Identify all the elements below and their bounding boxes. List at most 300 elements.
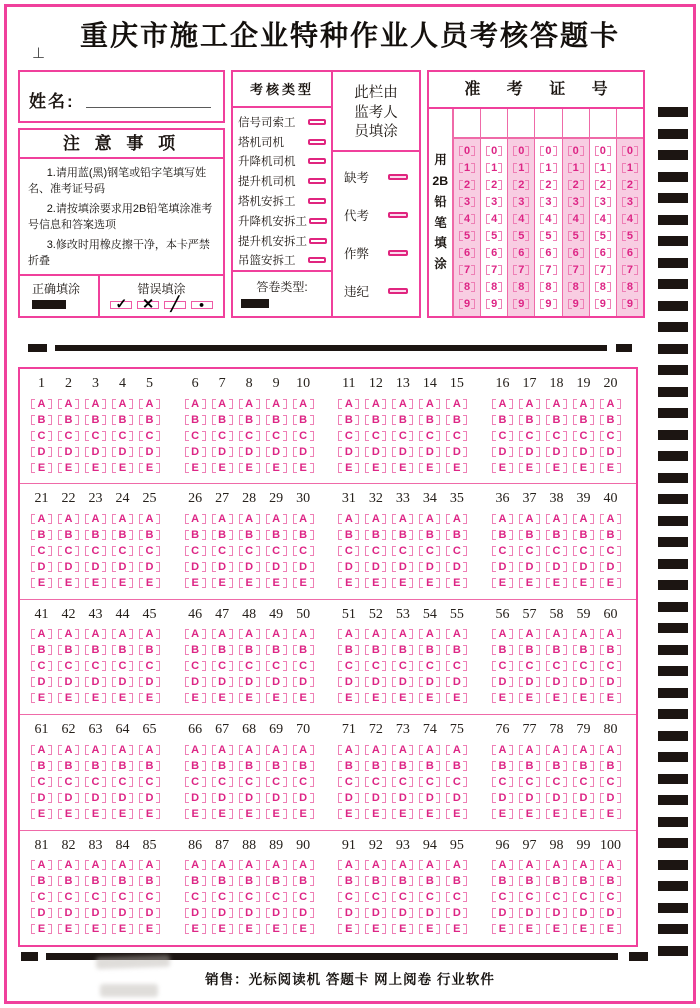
option-bubble-C[interactable]: C	[58, 660, 79, 672]
option-bubble-D[interactable]: D	[365, 676, 386, 688]
option-bubble-B[interactable]: B	[185, 529, 206, 541]
option-bubble-B[interactable]: B	[139, 760, 160, 772]
option-bubble-C[interactable]: C	[58, 545, 79, 557]
option-bubble-D[interactable]: D	[293, 907, 314, 919]
option-bubble-A[interactable]: A	[185, 398, 206, 410]
option-bubble-C[interactable]: C	[392, 545, 413, 557]
option-bubble-E[interactable]: E	[293, 577, 314, 589]
option-bubble-B[interactable]: B	[185, 644, 206, 656]
option-bubble-A[interactable]: A	[600, 628, 621, 640]
option-bubble-A[interactable]: A	[239, 513, 260, 525]
option-bubble-D[interactable]: D	[239, 792, 260, 804]
option-bubble-D[interactable]: D	[239, 676, 260, 688]
option-bubble-B[interactable]: B	[419, 529, 440, 541]
option-bubble-B[interactable]: B	[365, 644, 386, 656]
option-bubble-E[interactable]: E	[293, 923, 314, 935]
option-bubble-E[interactable]: E	[139, 577, 160, 589]
option-bubble-D[interactable]: D	[239, 561, 260, 573]
option-bubble-E[interactable]: E	[266, 692, 287, 704]
option-bubble-D[interactable]: D	[139, 446, 160, 458]
option-bubble-E[interactable]: E	[519, 923, 540, 935]
option-bubble-B[interactable]: B	[239, 644, 260, 656]
digit-bubble-3[interactable]: 3	[486, 196, 502, 208]
option-bubble-B[interactable]: B	[419, 760, 440, 772]
option-bubble-C[interactable]: C	[266, 430, 287, 442]
option-bubble-E[interactable]: E	[573, 462, 594, 474]
option-bubble-B[interactable]: B	[392, 875, 413, 887]
option-bubble-E[interactable]: E	[392, 577, 413, 589]
digit-bubble-7[interactable]: 7	[513, 264, 529, 276]
option-bubble-B[interactable]: B	[338, 529, 359, 541]
option-bubble-A[interactable]: A	[239, 744, 260, 756]
option-bubble-E[interactable]: E	[365, 923, 386, 935]
option-bubble-B[interactable]: B	[266, 644, 287, 656]
option-bubble-C[interactable]: C	[546, 660, 567, 672]
option-bubble-E[interactable]: E	[112, 462, 133, 474]
option-bubble-D[interactable]: D	[392, 446, 413, 458]
option-bubble-E[interactable]: E	[85, 923, 106, 935]
option-bubble-C[interactable]: C	[212, 891, 233, 903]
option-bubble-C[interactable]: C	[85, 430, 106, 442]
digit-bubble-5[interactable]: 5	[568, 230, 584, 242]
option-bubble-E[interactable]: E	[139, 808, 160, 820]
option-bubble-E[interactable]: E	[446, 692, 467, 704]
digit-bubble-8[interactable]: 8	[622, 281, 638, 293]
option-bubble-E[interactable]: E	[185, 808, 206, 820]
option-bubble-D[interactable]: D	[573, 676, 594, 688]
option-bubble-D[interactable]: D	[293, 561, 314, 573]
option-bubble-E[interactable]: E	[85, 462, 106, 474]
option-bubble-C[interactable]: C	[239, 891, 260, 903]
option-bubble-B[interactable]: B	[31, 875, 52, 887]
option-bubble-E[interactable]: E	[600, 577, 621, 589]
option-bubble-B[interactable]: B	[446, 644, 467, 656]
option-bubble-E[interactable]: E	[112, 577, 133, 589]
option-bubble-E[interactable]: E	[293, 808, 314, 820]
option-bubble-B[interactable]: B	[365, 760, 386, 772]
ticket-writein-cell[interactable]	[508, 109, 534, 139]
option-bubble-B[interactable]: B	[239, 414, 260, 426]
digit-bubble-0[interactable]: 0	[486, 145, 502, 157]
option-bubble-D[interactable]: D	[266, 907, 287, 919]
option-bubble-A[interactable]: A	[293, 628, 314, 640]
option-bubble-D[interactable]: D	[446, 907, 467, 919]
option-bubble-A[interactable]: A	[112, 744, 133, 756]
option-bubble-D[interactable]: D	[212, 446, 233, 458]
option-bubble-C[interactable]: C	[139, 776, 160, 788]
option-bubble-C[interactable]: C	[600, 545, 621, 557]
option-bubble-D[interactable]: D	[31, 676, 52, 688]
option-bubble-C[interactable]: C	[446, 545, 467, 557]
option-bubble-A[interactable]: A	[293, 398, 314, 410]
option-bubble-C[interactable]: C	[338, 660, 359, 672]
exam-type-bubble[interactable]	[308, 119, 326, 125]
option-bubble-B[interactable]: B	[212, 644, 233, 656]
option-bubble-A[interactable]: A	[546, 513, 567, 525]
option-bubble-E[interactable]: E	[600, 692, 621, 704]
option-bubble-D[interactable]: D	[573, 792, 594, 804]
option-bubble-A[interactable]: A	[419, 744, 440, 756]
ticket-writein-cell[interactable]	[590, 109, 616, 139]
option-bubble-E[interactable]: E	[573, 923, 594, 935]
option-bubble-C[interactable]: C	[212, 430, 233, 442]
option-bubble-E[interactable]: E	[392, 808, 413, 820]
option-bubble-E[interactable]: E	[419, 923, 440, 935]
option-bubble-A[interactable]: A	[185, 744, 206, 756]
option-bubble-C[interactable]: C	[293, 430, 314, 442]
option-bubble-E[interactable]: E	[31, 808, 52, 820]
digit-bubble-5[interactable]: 5	[595, 230, 611, 242]
digit-bubble-0[interactable]: 0	[622, 145, 638, 157]
ticket-writein-cell[interactable]	[563, 109, 589, 139]
option-bubble-A[interactable]: A	[139, 513, 160, 525]
option-bubble-E[interactable]: E	[573, 692, 594, 704]
option-bubble-D[interactable]: D	[446, 561, 467, 573]
option-bubble-E[interactable]: E	[139, 923, 160, 935]
option-bubble-C[interactable]: C	[600, 660, 621, 672]
option-bubble-B[interactable]: B	[139, 644, 160, 656]
option-bubble-D[interactable]: D	[392, 561, 413, 573]
option-bubble-A[interactable]: A	[392, 744, 413, 756]
option-bubble-C[interactable]: C	[446, 430, 467, 442]
option-bubble-C[interactable]: C	[139, 660, 160, 672]
digit-bubble-0[interactable]: 0	[459, 145, 475, 157]
option-bubble-C[interactable]: C	[85, 545, 106, 557]
option-bubble-E[interactable]: E	[338, 577, 359, 589]
option-bubble-E[interactable]: E	[239, 808, 260, 820]
digit-bubble-4[interactable]: 4	[513, 213, 529, 225]
option-bubble-D[interactable]: D	[573, 561, 594, 573]
option-bubble-C[interactable]: C	[112, 545, 133, 557]
digit-bubble-7[interactable]: 7	[459, 264, 475, 276]
option-bubble-A[interactable]: A	[392, 859, 413, 871]
option-bubble-A[interactable]: A	[519, 859, 540, 871]
option-bubble-E[interactable]: E	[212, 808, 233, 820]
option-bubble-A[interactable]: A	[492, 513, 513, 525]
option-bubble-B[interactable]: B	[139, 529, 160, 541]
option-bubble-A[interactable]: A	[338, 628, 359, 640]
option-bubble-D[interactable]: D	[365, 446, 386, 458]
option-bubble-D[interactable]: D	[58, 446, 79, 458]
option-bubble-C[interactable]: C	[365, 776, 386, 788]
option-bubble-B[interactable]: B	[446, 760, 467, 772]
option-bubble-D[interactable]: D	[239, 446, 260, 458]
option-bubble-B[interactable]: B	[212, 414, 233, 426]
option-bubble-B[interactable]: B	[293, 529, 314, 541]
option-bubble-A[interactable]: A	[365, 744, 386, 756]
option-bubble-A[interactable]: A	[492, 859, 513, 871]
option-bubble-C[interactable]: C	[112, 776, 133, 788]
digit-bubble-7[interactable]: 7	[486, 264, 502, 276]
option-bubble-A[interactable]: A	[31, 744, 52, 756]
option-bubble-A[interactable]: A	[212, 744, 233, 756]
option-bubble-E[interactable]: E	[546, 462, 567, 474]
option-bubble-D[interactable]: D	[419, 676, 440, 688]
option-bubble-B[interactable]: B	[239, 875, 260, 887]
option-bubble-E[interactable]: E	[266, 808, 287, 820]
option-bubble-E[interactable]: E	[546, 808, 567, 820]
option-bubble-A[interactable]: A	[239, 859, 260, 871]
digit-bubble-0[interactable]: 0	[540, 145, 556, 157]
option-bubble-D[interactable]: D	[31, 792, 52, 804]
option-bubble-E[interactable]: E	[419, 692, 440, 704]
option-bubble-C[interactable]: C	[519, 545, 540, 557]
option-bubble-D[interactable]: D	[600, 446, 621, 458]
option-bubble-C[interactable]: C	[185, 545, 206, 557]
option-bubble-A[interactable]: A	[85, 513, 106, 525]
option-bubble-D[interactable]: D	[58, 907, 79, 919]
option-bubble-A[interactable]: A	[519, 744, 540, 756]
option-bubble-A[interactable]: A	[338, 513, 359, 525]
option-bubble-E[interactable]: E	[112, 923, 133, 935]
option-bubble-A[interactable]: A	[266, 398, 287, 410]
option-bubble-D[interactable]: D	[31, 907, 52, 919]
digit-bubble-9[interactable]: 9	[486, 298, 502, 310]
option-bubble-C[interactable]: C	[112, 891, 133, 903]
option-bubble-E[interactable]: E	[419, 577, 440, 589]
option-bubble-D[interactable]: D	[239, 907, 260, 919]
option-bubble-A[interactable]: A	[365, 513, 386, 525]
digit-bubble-8[interactable]: 8	[486, 281, 502, 293]
option-bubble-D[interactable]: D	[573, 446, 594, 458]
option-bubble-E[interactable]: E	[519, 692, 540, 704]
option-bubble-B[interactable]: B	[31, 644, 52, 656]
option-bubble-C[interactable]: C	[446, 660, 467, 672]
option-bubble-C[interactable]: C	[446, 891, 467, 903]
option-bubble-B[interactable]: B	[85, 760, 106, 772]
option-bubble-C[interactable]: C	[492, 891, 513, 903]
option-bubble-C[interactable]: C	[573, 776, 594, 788]
digit-bubble-3[interactable]: 3	[568, 196, 584, 208]
option-bubble-E[interactable]: E	[112, 692, 133, 704]
option-bubble-C[interactable]: C	[185, 430, 206, 442]
exam-type-bubble[interactable]	[308, 158, 326, 164]
name-input-line[interactable]	[86, 107, 211, 108]
option-bubble-C[interactable]: C	[185, 660, 206, 672]
option-bubble-A[interactable]: A	[266, 744, 287, 756]
option-bubble-B[interactable]: B	[212, 529, 233, 541]
option-bubble-B[interactable]: B	[365, 414, 386, 426]
option-bubble-A[interactable]: A	[31, 628, 52, 640]
option-bubble-C[interactable]: C	[266, 776, 287, 788]
option-bubble-C[interactable]: C	[392, 430, 413, 442]
option-bubble-A[interactable]: A	[392, 513, 413, 525]
option-bubble-E[interactable]: E	[31, 577, 52, 589]
option-bubble-B[interactable]: B	[212, 875, 233, 887]
option-bubble-D[interactable]: D	[600, 561, 621, 573]
option-bubble-B[interactable]: B	[112, 644, 133, 656]
digit-bubble-5[interactable]: 5	[513, 230, 529, 242]
option-bubble-D[interactable]: D	[365, 561, 386, 573]
option-bubble-E[interactable]: E	[58, 692, 79, 704]
option-bubble-A[interactable]: A	[58, 744, 79, 756]
digit-bubble-5[interactable]: 5	[459, 230, 475, 242]
option-bubble-C[interactable]: C	[31, 545, 52, 557]
option-bubble-B[interactable]: B	[392, 414, 413, 426]
option-bubble-D[interactable]: D	[85, 676, 106, 688]
option-bubble-C[interactable]: C	[139, 891, 160, 903]
option-bubble-B[interactable]: B	[112, 760, 133, 772]
digit-bubble-4[interactable]: 4	[540, 213, 556, 225]
option-bubble-D[interactable]: D	[419, 561, 440, 573]
option-bubble-A[interactable]: A	[600, 859, 621, 871]
option-bubble-C[interactable]: C	[546, 776, 567, 788]
option-bubble-E[interactable]: E	[338, 462, 359, 474]
option-bubble-A[interactable]: A	[85, 859, 106, 871]
ticket-writein-cell[interactable]	[617, 109, 643, 139]
digit-bubble-7[interactable]: 7	[595, 264, 611, 276]
option-bubble-C[interactable]: C	[392, 660, 413, 672]
option-bubble-D[interactable]: D	[293, 446, 314, 458]
option-bubble-B[interactable]: B	[112, 875, 133, 887]
option-bubble-E[interactable]: E	[266, 462, 287, 474]
option-bubble-D[interactable]: D	[58, 561, 79, 573]
option-bubble-B[interactable]: B	[139, 414, 160, 426]
option-bubble-A[interactable]: A	[85, 398, 106, 410]
option-bubble-B[interactable]: B	[266, 529, 287, 541]
digit-bubble-6[interactable]: 6	[513, 247, 529, 259]
option-bubble-C[interactable]: C	[365, 545, 386, 557]
option-bubble-B[interactable]: B	[112, 414, 133, 426]
digit-bubble-9[interactable]: 9	[622, 298, 638, 310]
exam-type-bubble[interactable]	[308, 257, 326, 263]
option-bubble-A[interactable]: A	[446, 513, 467, 525]
digit-bubble-3[interactable]: 3	[622, 196, 638, 208]
option-bubble-B[interactable]: B	[573, 414, 594, 426]
option-bubble-B[interactable]: B	[266, 760, 287, 772]
option-bubble-C[interactable]: C	[392, 891, 413, 903]
option-bubble-D[interactable]: D	[185, 676, 206, 688]
option-bubble-D[interactable]: D	[85, 907, 106, 919]
digit-bubble-8[interactable]: 8	[568, 281, 584, 293]
option-bubble-A[interactable]: A	[212, 859, 233, 871]
option-bubble-B[interactable]: B	[573, 644, 594, 656]
option-bubble-D[interactable]: D	[338, 907, 359, 919]
option-bubble-E[interactable]: E	[392, 692, 413, 704]
option-bubble-E[interactable]: E	[573, 808, 594, 820]
option-bubble-E[interactable]: E	[185, 692, 206, 704]
option-bubble-A[interactable]: A	[419, 513, 440, 525]
invigilator-bubble[interactable]	[388, 174, 408, 180]
option-bubble-B[interactable]: B	[239, 760, 260, 772]
option-bubble-C[interactable]: C	[239, 660, 260, 672]
option-bubble-E[interactable]: E	[31, 692, 52, 704]
option-bubble-D[interactable]: D	[600, 676, 621, 688]
option-bubble-B[interactable]: B	[139, 875, 160, 887]
option-bubble-C[interactable]: C	[546, 430, 567, 442]
option-bubble-E[interactable]: E	[546, 923, 567, 935]
exam-type-bubble[interactable]	[309, 238, 327, 244]
option-bubble-D[interactable]: D	[85, 446, 106, 458]
option-bubble-C[interactable]: C	[573, 660, 594, 672]
option-bubble-C[interactable]: C	[600, 891, 621, 903]
option-bubble-C[interactable]: C	[293, 660, 314, 672]
digit-bubble-6[interactable]: 6	[595, 247, 611, 259]
digit-bubble-8[interactable]: 8	[540, 281, 556, 293]
option-bubble-C[interactable]: C	[266, 891, 287, 903]
digit-bubble-1[interactable]: 1	[622, 162, 638, 174]
option-bubble-E[interactable]: E	[600, 808, 621, 820]
digit-bubble-6[interactable]: 6	[459, 247, 475, 259]
digit-bubble-2[interactable]: 2	[486, 179, 502, 191]
option-bubble-E[interactable]: E	[212, 923, 233, 935]
option-bubble-C[interactable]: C	[573, 891, 594, 903]
option-bubble-C[interactable]: C	[546, 545, 567, 557]
option-bubble-D[interactable]: D	[112, 561, 133, 573]
option-bubble-B[interactable]: B	[519, 529, 540, 541]
digit-bubble-8[interactable]: 8	[595, 281, 611, 293]
option-bubble-D[interactable]: D	[546, 446, 567, 458]
option-bubble-D[interactable]: D	[519, 792, 540, 804]
option-bubble-A[interactable]: A	[392, 398, 413, 410]
digit-bubble-2[interactable]: 2	[595, 179, 611, 191]
option-bubble-B[interactable]: B	[31, 760, 52, 772]
option-bubble-D[interactable]: D	[266, 676, 287, 688]
exam-type-bubble[interactable]	[308, 198, 326, 204]
digit-bubble-9[interactable]: 9	[540, 298, 556, 310]
option-bubble-D[interactable]: D	[392, 792, 413, 804]
option-bubble-D[interactable]: D	[185, 446, 206, 458]
option-bubble-D[interactable]: D	[492, 792, 513, 804]
option-bubble-B[interactable]: B	[419, 414, 440, 426]
option-bubble-B[interactable]: B	[492, 414, 513, 426]
option-bubble-B[interactable]: B	[573, 760, 594, 772]
digit-bubble-7[interactable]: 7	[540, 264, 556, 276]
option-bubble-E[interactable]: E	[365, 808, 386, 820]
digit-bubble-3[interactable]: 3	[459, 196, 475, 208]
option-bubble-C[interactable]: C	[519, 891, 540, 903]
option-bubble-C[interactable]: C	[185, 891, 206, 903]
option-bubble-C[interactable]: C	[446, 776, 467, 788]
option-bubble-A[interactable]: A	[492, 628, 513, 640]
option-bubble-E[interactable]: E	[338, 923, 359, 935]
option-bubble-E[interactable]: E	[392, 462, 413, 474]
option-bubble-C[interactable]: C	[293, 545, 314, 557]
option-bubble-A[interactable]: A	[492, 744, 513, 756]
option-bubble-A[interactable]: A	[185, 513, 206, 525]
option-bubble-A[interactable]: A	[293, 513, 314, 525]
option-bubble-E[interactable]: E	[85, 577, 106, 589]
option-bubble-D[interactable]: D	[338, 676, 359, 688]
option-bubble-A[interactable]: A	[446, 859, 467, 871]
option-bubble-C[interactable]: C	[58, 891, 79, 903]
option-bubble-E[interactable]: E	[446, 577, 467, 589]
digit-bubble-4[interactable]: 4	[622, 213, 638, 225]
option-bubble-B[interactable]: B	[185, 414, 206, 426]
option-bubble-A[interactable]: A	[546, 744, 567, 756]
option-bubble-B[interactable]: B	[212, 760, 233, 772]
option-bubble-C[interactable]: C	[112, 660, 133, 672]
option-bubble-B[interactable]: B	[600, 644, 621, 656]
option-bubble-E[interactable]: E	[112, 808, 133, 820]
option-bubble-D[interactable]: D	[31, 446, 52, 458]
option-bubble-B[interactable]: B	[492, 529, 513, 541]
option-bubble-E[interactable]: E	[392, 923, 413, 935]
option-bubble-B[interactable]: B	[573, 529, 594, 541]
option-bubble-C[interactable]: C	[266, 545, 287, 557]
option-bubble-C[interactable]: C	[266, 660, 287, 672]
option-bubble-A[interactable]: A	[600, 398, 621, 410]
option-bubble-A[interactable]: A	[239, 628, 260, 640]
option-bubble-C[interactable]: C	[365, 891, 386, 903]
option-bubble-D[interactable]: D	[573, 907, 594, 919]
exam-type-bubble[interactable]	[308, 178, 326, 184]
option-bubble-C[interactable]: C	[239, 545, 260, 557]
option-bubble-A[interactable]: A	[293, 744, 314, 756]
digit-bubble-1[interactable]: 1	[568, 162, 584, 174]
digit-bubble-9[interactable]: 9	[459, 298, 475, 310]
option-bubble-C[interactable]: C	[58, 430, 79, 442]
